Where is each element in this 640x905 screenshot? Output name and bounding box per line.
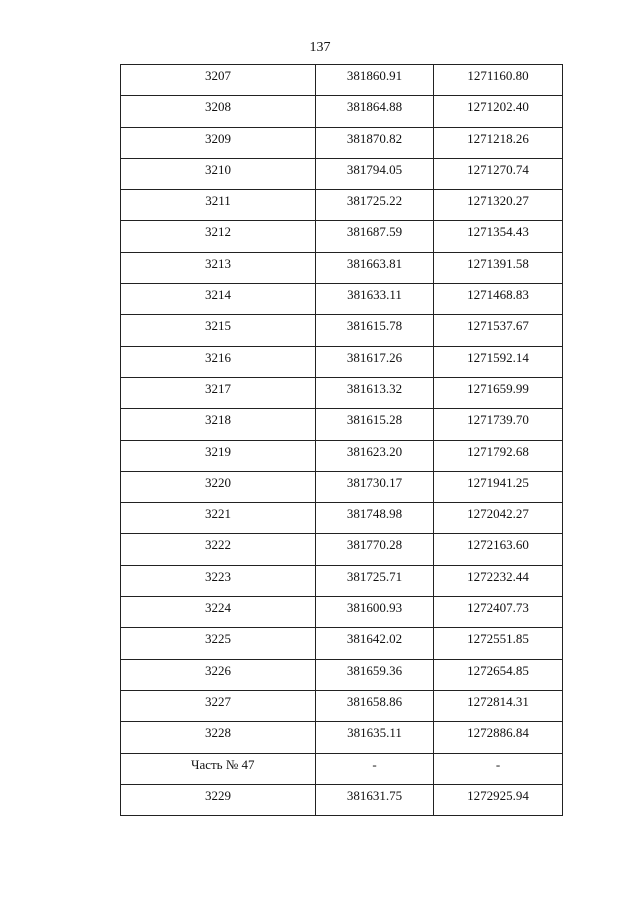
x-coordinate-cell — [316, 440, 434, 471]
x-coordinate-cell — [316, 409, 434, 440]
x-coordinate-cell-value: - — [372, 756, 377, 772]
y-coordinate-cell — [434, 190, 563, 221]
x-coordinate-cell-value: 381860.91 — [346, 68, 403, 83]
x-coordinate-cell — [316, 565, 434, 596]
point-number-cell-value: 3208 — [205, 99, 231, 115]
x-coordinate-cell-value: 381633.11 — [347, 287, 402, 303]
table-row — [121, 659, 563, 690]
x-coordinate-cell-value: 381794.05 — [346, 161, 403, 177]
y-coordinate-cell-value: 1272925.94 — [467, 787, 529, 803]
table-row — [121, 690, 563, 721]
y-coordinate-cell-value: 1271354.43 — [467, 224, 529, 240]
y-coordinate-cell — [434, 284, 563, 315]
table-row — [121, 377, 563, 408]
page-number: 137 — [309, 40, 331, 55]
y-coordinate-cell-value: 1272232.44 — [467, 568, 529, 584]
table-row — [121, 96, 563, 127]
table-row — [121, 221, 563, 252]
x-coordinate-cell — [316, 346, 434, 377]
x-coordinate-cell — [316, 503, 434, 534]
y-coordinate-cell — [434, 659, 563, 690]
table-row — [121, 597, 563, 628]
y-coordinate-cell — [434, 127, 563, 158]
point-number-cell-value: Часть № 47 — [191, 756, 255, 772]
point-number-cell — [121, 753, 316, 784]
point-number-cell-value: 3216 — [205, 349, 231, 365]
point-number-cell-value: 3222 — [205, 537, 231, 553]
x-coordinate-cell-value: 381615.28 — [346, 412, 403, 428]
table-row — [121, 315, 563, 346]
x-coordinate-cell — [316, 784, 434, 815]
table-row — [121, 409, 563, 440]
x-coordinate-cell-value: 381748.98 — [346, 506, 403, 522]
x-coordinate-cell-value: 381615.78 — [346, 318, 403, 334]
point-number-cell — [121, 158, 316, 189]
y-coordinate-cell-value: 1271160.80 — [467, 68, 529, 83]
y-coordinate-cell-value: 1271218.26 — [467, 130, 529, 146]
y-coordinate-cell — [434, 346, 563, 377]
point-number-cell — [121, 722, 316, 753]
x-coordinate-cell — [316, 96, 434, 127]
point-number-cell-value: 3224 — [205, 600, 231, 616]
y-coordinate-cell — [434, 315, 563, 346]
point-number-cell-value: 3220 — [205, 474, 231, 490]
point-number-cell — [121, 65, 316, 96]
y-coordinate-cell-value: 1272654.85 — [467, 662, 529, 678]
y-coordinate-cell-value: 1272814.31 — [467, 693, 529, 709]
y-coordinate-cell-value: 1271202.40 — [467, 99, 529, 115]
point-number-cell — [121, 127, 316, 158]
point-number-cell — [121, 534, 316, 565]
y-coordinate-cell — [434, 377, 563, 408]
y-coordinate-cell — [434, 722, 563, 753]
coordinates-table-body — [121, 65, 563, 816]
table-row — [121, 753, 563, 784]
table-row — [121, 284, 563, 315]
y-coordinate-cell — [434, 409, 563, 440]
point-number-cell — [121, 284, 316, 315]
x-coordinate-cell-value: 381687.59 — [346, 224, 403, 240]
y-coordinate-cell-value: 1271391.58 — [467, 255, 529, 271]
y-coordinate-cell — [434, 158, 563, 189]
y-coordinate-cell-value: 1271468.83 — [467, 287, 529, 303]
x-coordinate-cell — [316, 534, 434, 565]
x-coordinate-cell-value: 381623.20 — [346, 443, 403, 459]
point-number-cell — [121, 471, 316, 502]
y-coordinate-cell-value: 1271270.74 — [467, 161, 529, 177]
y-coordinate-cell-value: 1272886.84 — [467, 725, 529, 741]
y-coordinate-cell — [434, 565, 563, 596]
x-coordinate-cell — [316, 65, 434, 96]
table-row — [121, 440, 563, 471]
x-coordinate-cell — [316, 753, 434, 784]
point-number-cell-value: 3215 — [205, 318, 231, 334]
x-coordinate-cell — [316, 628, 434, 659]
y-coordinate-cell — [434, 471, 563, 502]
x-coordinate-cell-value: 381600.93 — [346, 600, 403, 616]
x-coordinate-cell — [316, 284, 434, 315]
coordinates-table — [120, 64, 563, 816]
point-number-cell-value: 3217 — [205, 380, 231, 396]
point-number-cell — [121, 690, 316, 721]
y-coordinate-cell-value: 1271792.68 — [467, 443, 529, 459]
table-row — [121, 346, 563, 377]
x-coordinate-cell-value: 381658.86 — [346, 693, 403, 709]
x-coordinate-cell — [316, 659, 434, 690]
point-number-cell — [121, 346, 316, 377]
x-coordinate-cell — [316, 471, 434, 502]
y-coordinate-cell — [434, 784, 563, 815]
table-row — [121, 784, 563, 815]
y-coordinate-cell-value: - — [495, 756, 501, 772]
x-coordinate-cell-value: 381617.26 — [346, 349, 403, 365]
y-coordinate-cell-value: 1272042.27 — [467, 506, 529, 522]
point-number-cell-value: 3207 — [205, 68, 231, 83]
x-coordinate-cell-value: 381725.71 — [346, 568, 403, 584]
point-number-cell — [121, 565, 316, 596]
point-number-cell-value: 3211 — [205, 193, 231, 209]
x-coordinate-cell — [316, 252, 434, 283]
point-number-cell-value: 3209 — [205, 130, 231, 146]
point-number-cell-value: 3228 — [205, 725, 231, 741]
y-coordinate-cell — [434, 96, 563, 127]
table-row — [121, 190, 563, 221]
y-coordinate-cell — [434, 753, 563, 784]
table-row — [121, 722, 563, 753]
table-row — [121, 565, 563, 596]
x-coordinate-cell-value: 381730.17 — [346, 474, 403, 490]
y-coordinate-cell-value: 1271537.67 — [467, 318, 529, 334]
table-row — [121, 252, 563, 283]
y-coordinate-cell — [434, 534, 563, 565]
x-coordinate-cell-value: 381864.88 — [346, 99, 403, 115]
y-coordinate-cell — [434, 690, 563, 721]
x-coordinate-cell — [316, 221, 434, 252]
x-coordinate-cell-value: 381659.36 — [346, 662, 403, 678]
point-number-cell-value: 3218 — [205, 412, 231, 428]
y-coordinate-cell — [434, 597, 563, 628]
y-coordinate-cell — [434, 252, 563, 283]
x-coordinate-cell — [316, 127, 434, 158]
point-number-cell-value: 3223 — [205, 568, 231, 584]
table-row — [121, 471, 563, 502]
x-coordinate-cell-value: 381663.81 — [346, 255, 403, 271]
y-coordinate-cell-value: 1272551.85 — [467, 631, 529, 647]
point-number-cell-value: 3221 — [205, 506, 231, 522]
point-number-cell — [121, 409, 316, 440]
point-number-cell-value: 3226 — [205, 662, 231, 678]
x-coordinate-cell — [316, 597, 434, 628]
point-number-cell — [121, 252, 316, 283]
x-coordinate-cell — [316, 722, 434, 753]
y-coordinate-cell-value: 1271659.99 — [467, 380, 529, 396]
x-coordinate-cell-value: 381642.02 — [346, 631, 403, 647]
y-coordinate-cell-value: 1271592.14 — [467, 349, 529, 365]
point-number-cell — [121, 784, 316, 815]
y-coordinate-cell-value: 1272163.60 — [467, 537, 529, 553]
point-number-cell-value: 3219 — [205, 443, 231, 459]
y-coordinate-cell-value: 1271320.27 — [467, 193, 529, 209]
x-coordinate-cell-value: 381770.28 — [346, 537, 403, 553]
point-number-cell — [121, 628, 316, 659]
point-number-cell — [121, 659, 316, 690]
point-number-cell-value: 3229 — [205, 787, 231, 803]
point-number-cell — [121, 96, 316, 127]
x-coordinate-cell — [316, 690, 434, 721]
y-coordinate-cell — [434, 440, 563, 471]
point-number-cell — [121, 440, 316, 471]
x-coordinate-cell-value: 381635.11 — [347, 725, 402, 741]
y-coordinate-cell — [434, 628, 563, 659]
point-number-cell-value: 3227 — [205, 693, 231, 709]
x-coordinate-cell-value: 381631.75 — [346, 787, 403, 803]
point-number-cell — [121, 221, 316, 252]
table-row — [121, 65, 563, 96]
x-coordinate-cell — [316, 377, 434, 408]
point-number-cell-value: 3225 — [205, 631, 231, 647]
table-row — [121, 534, 563, 565]
x-coordinate-cell — [316, 158, 434, 189]
y-coordinate-cell — [434, 503, 563, 534]
point-number-cell — [121, 377, 316, 408]
x-coordinate-cell — [316, 190, 434, 221]
x-coordinate-cell — [316, 315, 434, 346]
point-number-cell-value: 3210 — [205, 161, 231, 177]
y-coordinate-cell-value: 1271739.70 — [467, 412, 529, 428]
y-coordinate-cell-value: 1272407.73 — [467, 600, 529, 616]
point-number-cell — [121, 315, 316, 346]
table-row — [121, 628, 563, 659]
table-row — [121, 503, 563, 534]
point-number-cell — [121, 597, 316, 628]
x-coordinate-cell-value: 381870.82 — [346, 130, 403, 146]
table-row — [121, 127, 563, 158]
y-coordinate-cell — [434, 65, 563, 96]
point-number-cell — [121, 503, 316, 534]
point-number-cell — [121, 190, 316, 221]
y-coordinate-cell — [434, 221, 563, 252]
x-coordinate-cell-value: 381613.32 — [346, 380, 403, 396]
table-row — [121, 158, 563, 189]
point-number-cell-value: 3213 — [205, 255, 231, 271]
point-number-cell-value: 3214 — [205, 287, 231, 303]
point-number-cell-value: 3212 — [205, 224, 231, 240]
y-coordinate-cell-value: 1271941.25 — [467, 474, 529, 490]
x-coordinate-cell-value: 381725.22 — [346, 193, 403, 209]
